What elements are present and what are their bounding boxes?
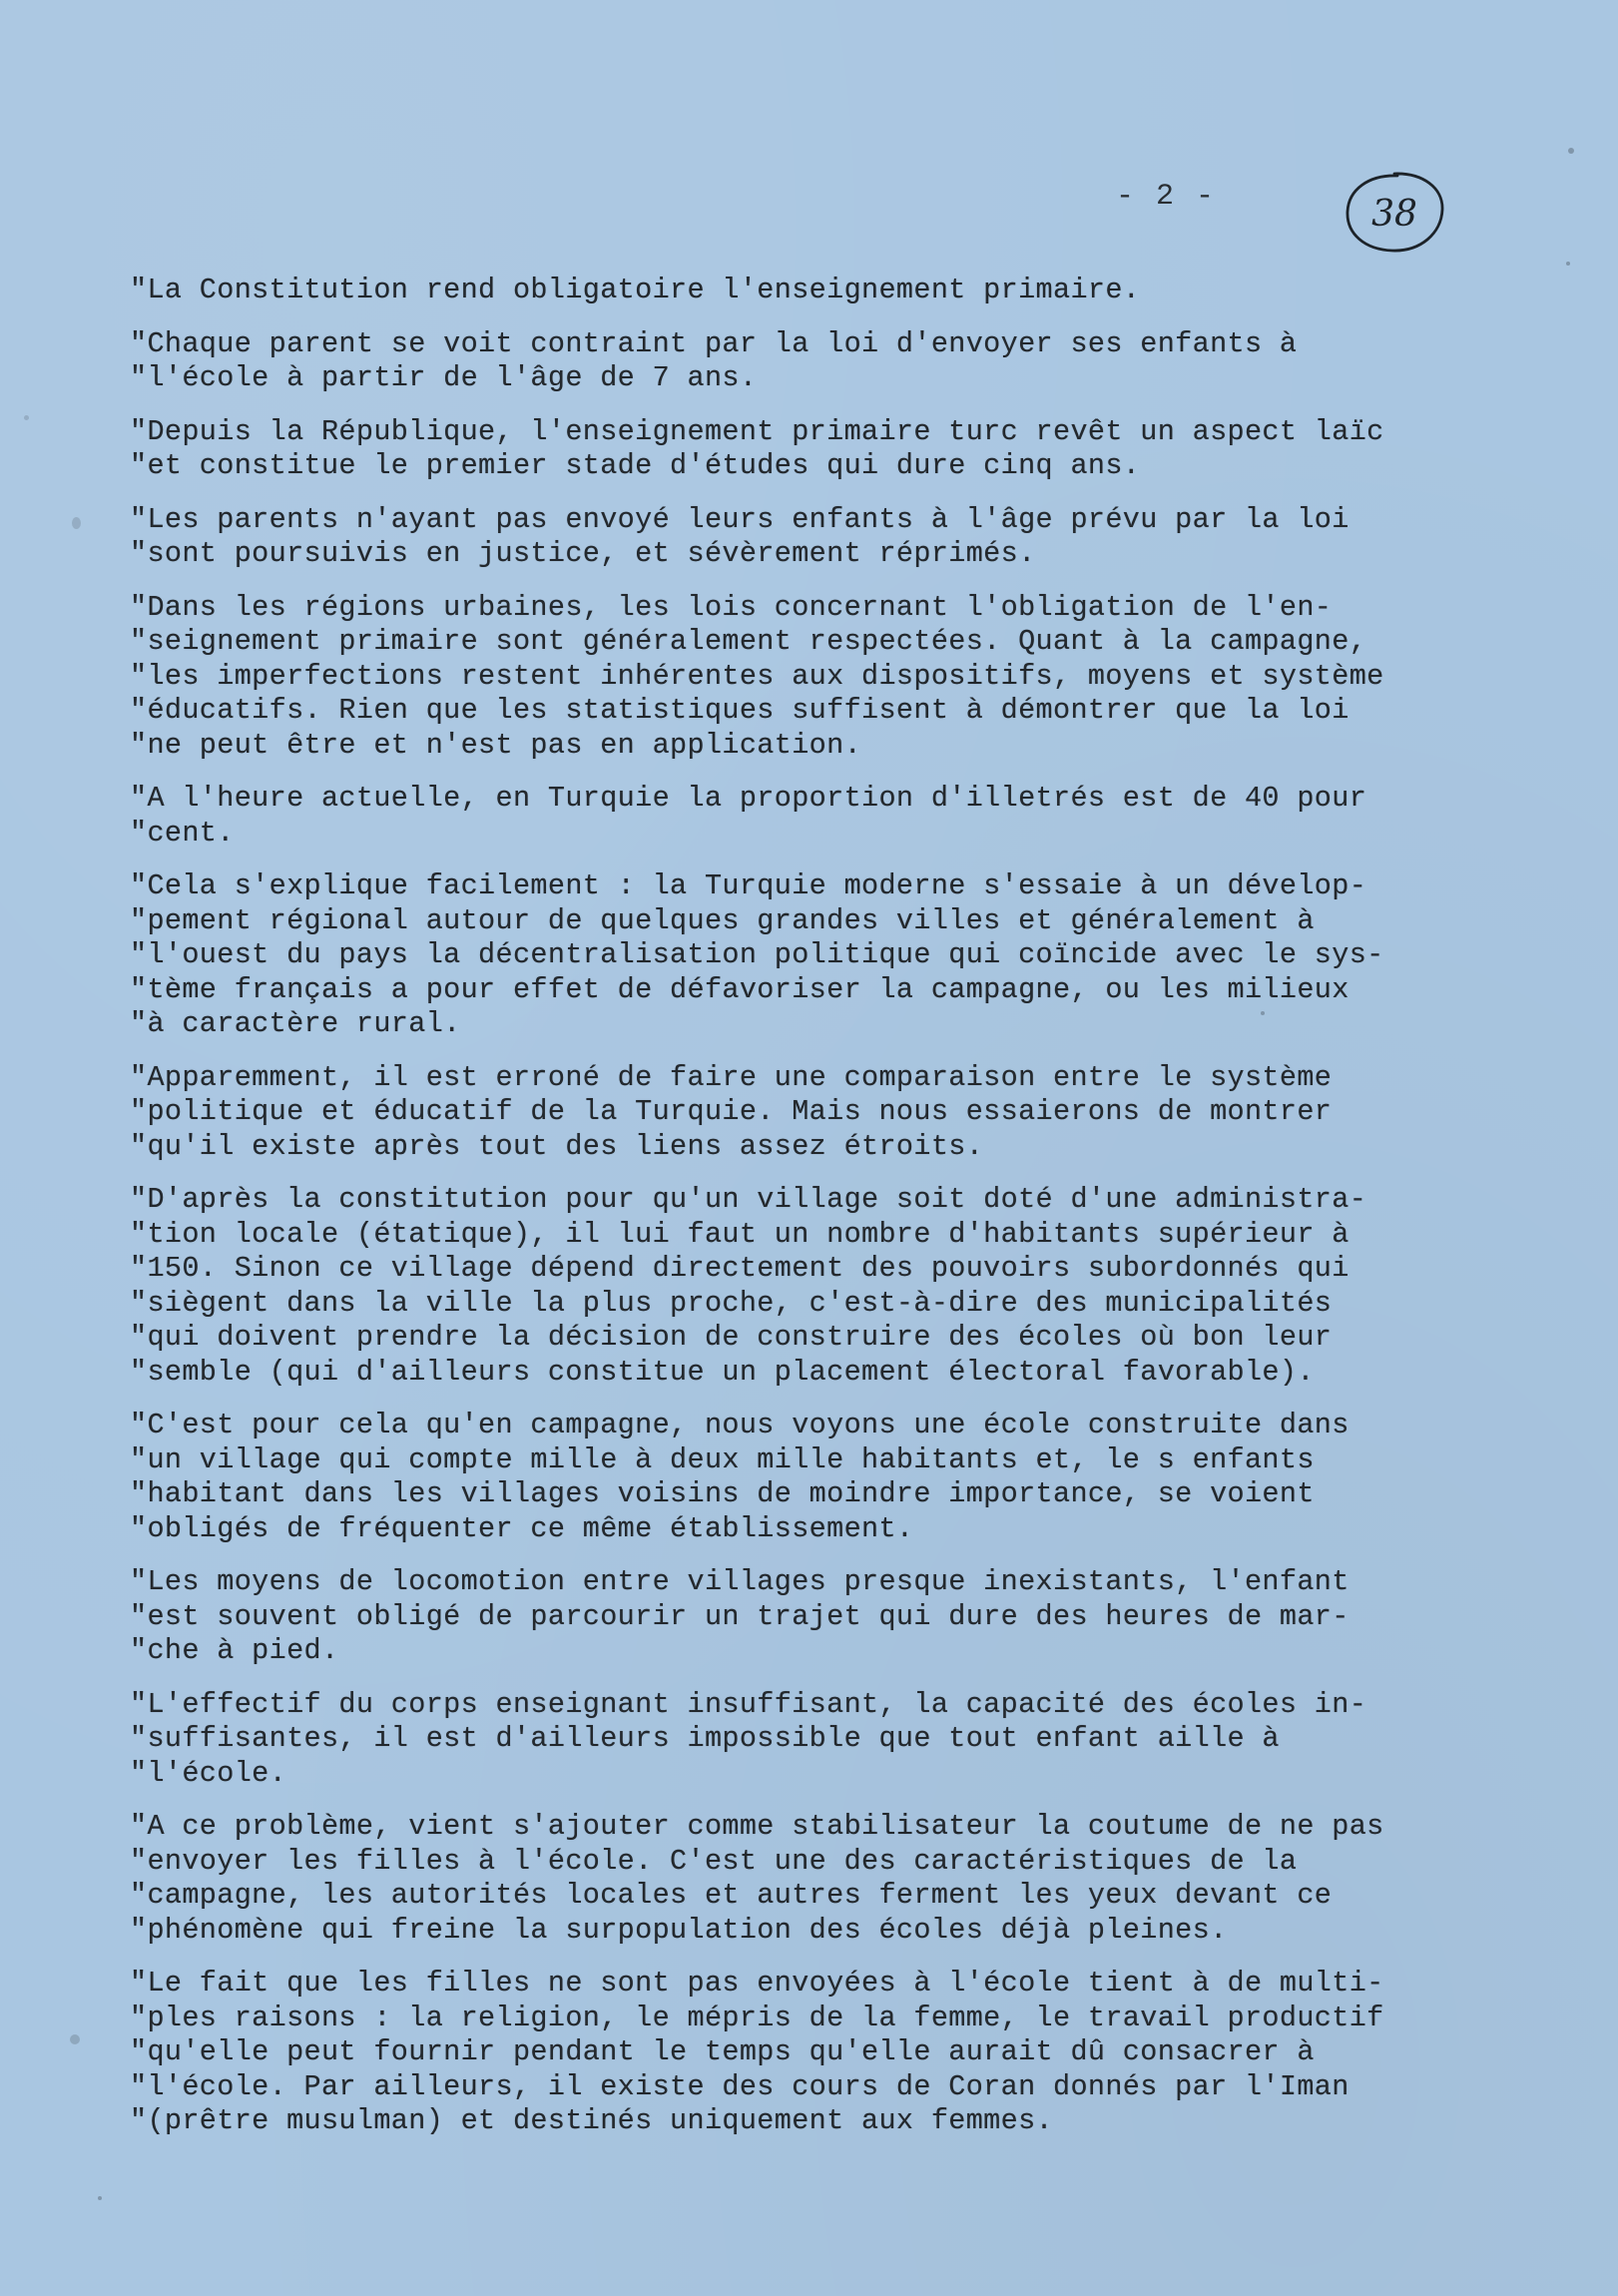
text-line: "est souvent obligé de parcourir un trajet qui dure des heures de mar- [130,1599,1349,1633]
text-line: "L'effectif du corps enseignant insuffisant, la capacité des écoles in- [130,1687,1367,1721]
scan-speck [98,2196,102,2200]
paragraph [130,591,1457,764]
text-line: "éducatifs. Rien que les statistiques suffisent à démontrer que la loi [130,694,1349,727]
folio-number: 38 [1371,194,1417,235]
text-line: "phénomène qui freine la surpopulation des écoles déjà pleines. [130,1913,1228,1947]
text-line: "siègent dans la ville la plus proche, c'est-à-dire des municipalités [130,1286,1333,1320]
paragraph [130,327,1457,396]
text-line: "l'école. Par ailleurs, il existe des cours de Coran donnés par l'Iman [130,2069,1349,2103]
text-line: "Le fait que les filles ne sont pas envoyées à l'école tient à de multi- [130,1967,1384,2000]
page-number: - 2 - [1116,180,1217,214]
text-line: "Les parents n'ayant pas envoyé leurs enfants à l'âge prévu par la loi [130,502,1349,536]
text-line: "tème français a pour effet de défavoriser la campagne, ou les milieux [130,972,1349,1006]
paragraph [130,1061,1457,1165]
text-line: "Chaque parent se voit contraint par la loi d'envoyer ses enfants à [130,326,1298,360]
text-line: "Apparemment, il est erroné de faire une comparaison entre le système [130,1060,1333,1094]
folio-number-stamp [1343,170,1446,256]
paragraph [130,869,1457,1042]
document-body [130,274,1457,2158]
text-line: "l'école à partir de l'âge de 7 ans. [130,361,758,394]
text-line: "Les moyens de locomotion entre villages presque inexistants, l'enfant [130,1565,1349,1598]
text-line: "ples raisons : la religion, le mépris de la femme, le travail productif [130,2001,1384,2034]
text-line: "cent. [130,816,235,850]
text-line: "habitant dans les villages voisins de moindre importance, se voient [130,1477,1315,1510]
scan-speck [72,517,81,529]
text-line: "obligés de fréquenter ce même établissement. [130,1511,914,1545]
text-line: "C'est pour cela qu'en campagne, nous voyons une école construite dans [130,1409,1349,1441]
text-line: "campagne, les autorités locales et autres ferment les yeux devant ce [130,1879,1333,1912]
text-line: "sont poursuivis en justice, et sévèrement réprimés. [130,537,1036,570]
text-line: "semble (qui d'ailleurs constitue un placement électoral favorable). [130,1355,1315,1389]
text-line: "seignement primaire sont généralement respectées. Quant à la campagne, [130,625,1367,658]
scan-speck [70,2034,80,2044]
text-line: "tion locale (étatique), il lui faut un nombre d'habitants supérieur à [130,1217,1349,1251]
text-line: "ne peut être et n'est pas en application. [130,728,862,762]
text-line: "A ce problème, vient s'ajouter comme stabilisateur la coutume de ne pas [130,1810,1384,1843]
paragraph [130,1688,1457,1792]
text-line: "(prêtre musulman) et destinés uniquement aux femmes. [130,2104,1053,2137]
scan-speck [1261,1011,1265,1015]
paragraph [130,1565,1457,1669]
paragraph [130,782,1457,851]
text-line: "à caractère rural. [130,1007,461,1040]
text-line: "suffisantes, il est d'ailleurs impossible que tout enfant aille à [130,1722,1280,1755]
text-line: "Dans les régions urbaines, les lois concernant l'obligation de l'en- [130,590,1333,624]
text-line: "Cela s'explique facilement : la Turquie moderne s'essaie à un dévelop- [130,869,1367,902]
text-line: "qui doivent prendre la décision de construire des écoles où bon leur [130,1321,1333,1354]
text-line: "les imperfections restent inhérentes aux dispositifs, moyens et système [130,659,1384,693]
text-line: "A l'heure actuelle, en Turquie la proportion d'illetrés est de 40 pour [130,782,1367,815]
text-line: "l'école. [130,1756,287,1790]
text-line: "che à pied. [130,1634,339,1667]
paragraph [130,1967,1457,2139]
paragraph [130,274,1457,308]
text-line: "politique et éducatif de la Turquie. Mais nous essaierons de montrer [130,1095,1333,1128]
paragraph [130,1409,1457,1546]
paragraph [130,1810,1457,1948]
scan-speck [1568,148,1574,154]
paragraph [130,415,1457,484]
text-line: "pement régional autour de quelques grandes villes et généralement à [130,903,1315,937]
text-line: "D'après la constitution pour qu'un village soit doté d'une administra- [130,1183,1367,1216]
scan-speck [24,415,29,420]
text-line: "Depuis la République, l'enseignement primaire turc revêt un aspect laïc [130,414,1384,448]
scan-speck [1566,262,1570,266]
text-line: "envoyer les filles à l'école. C'est une des caractéristiques de la [130,1844,1298,1878]
text-line: "l'ouest du pays la décentralisation politique qui coïncide avec le sys- [130,938,1384,971]
text-line: "150. Sinon ce village dépend directement des pouvoirs subordonnés qui [130,1252,1349,1285]
handwritten-circle-icon [1343,170,1446,256]
text-line: "qu'il existe après tout des liens assez étroits. [130,1129,984,1163]
paragraph [130,503,1457,572]
paragraph [130,1183,1457,1390]
text-line: "La Constitution rend obligatoire l'enseignement primaire. [130,274,1141,306]
text-line: "qu'elle peut fournir pendant le temps qu'elle aurait dû consacrer à [130,2035,1315,2068]
text-line: "et constitue le premier stade d'études qui dure cinq ans. [130,449,1141,482]
text-line: "un village qui compte mille à deux mille habitants et, le s enfants [130,1442,1315,1476]
